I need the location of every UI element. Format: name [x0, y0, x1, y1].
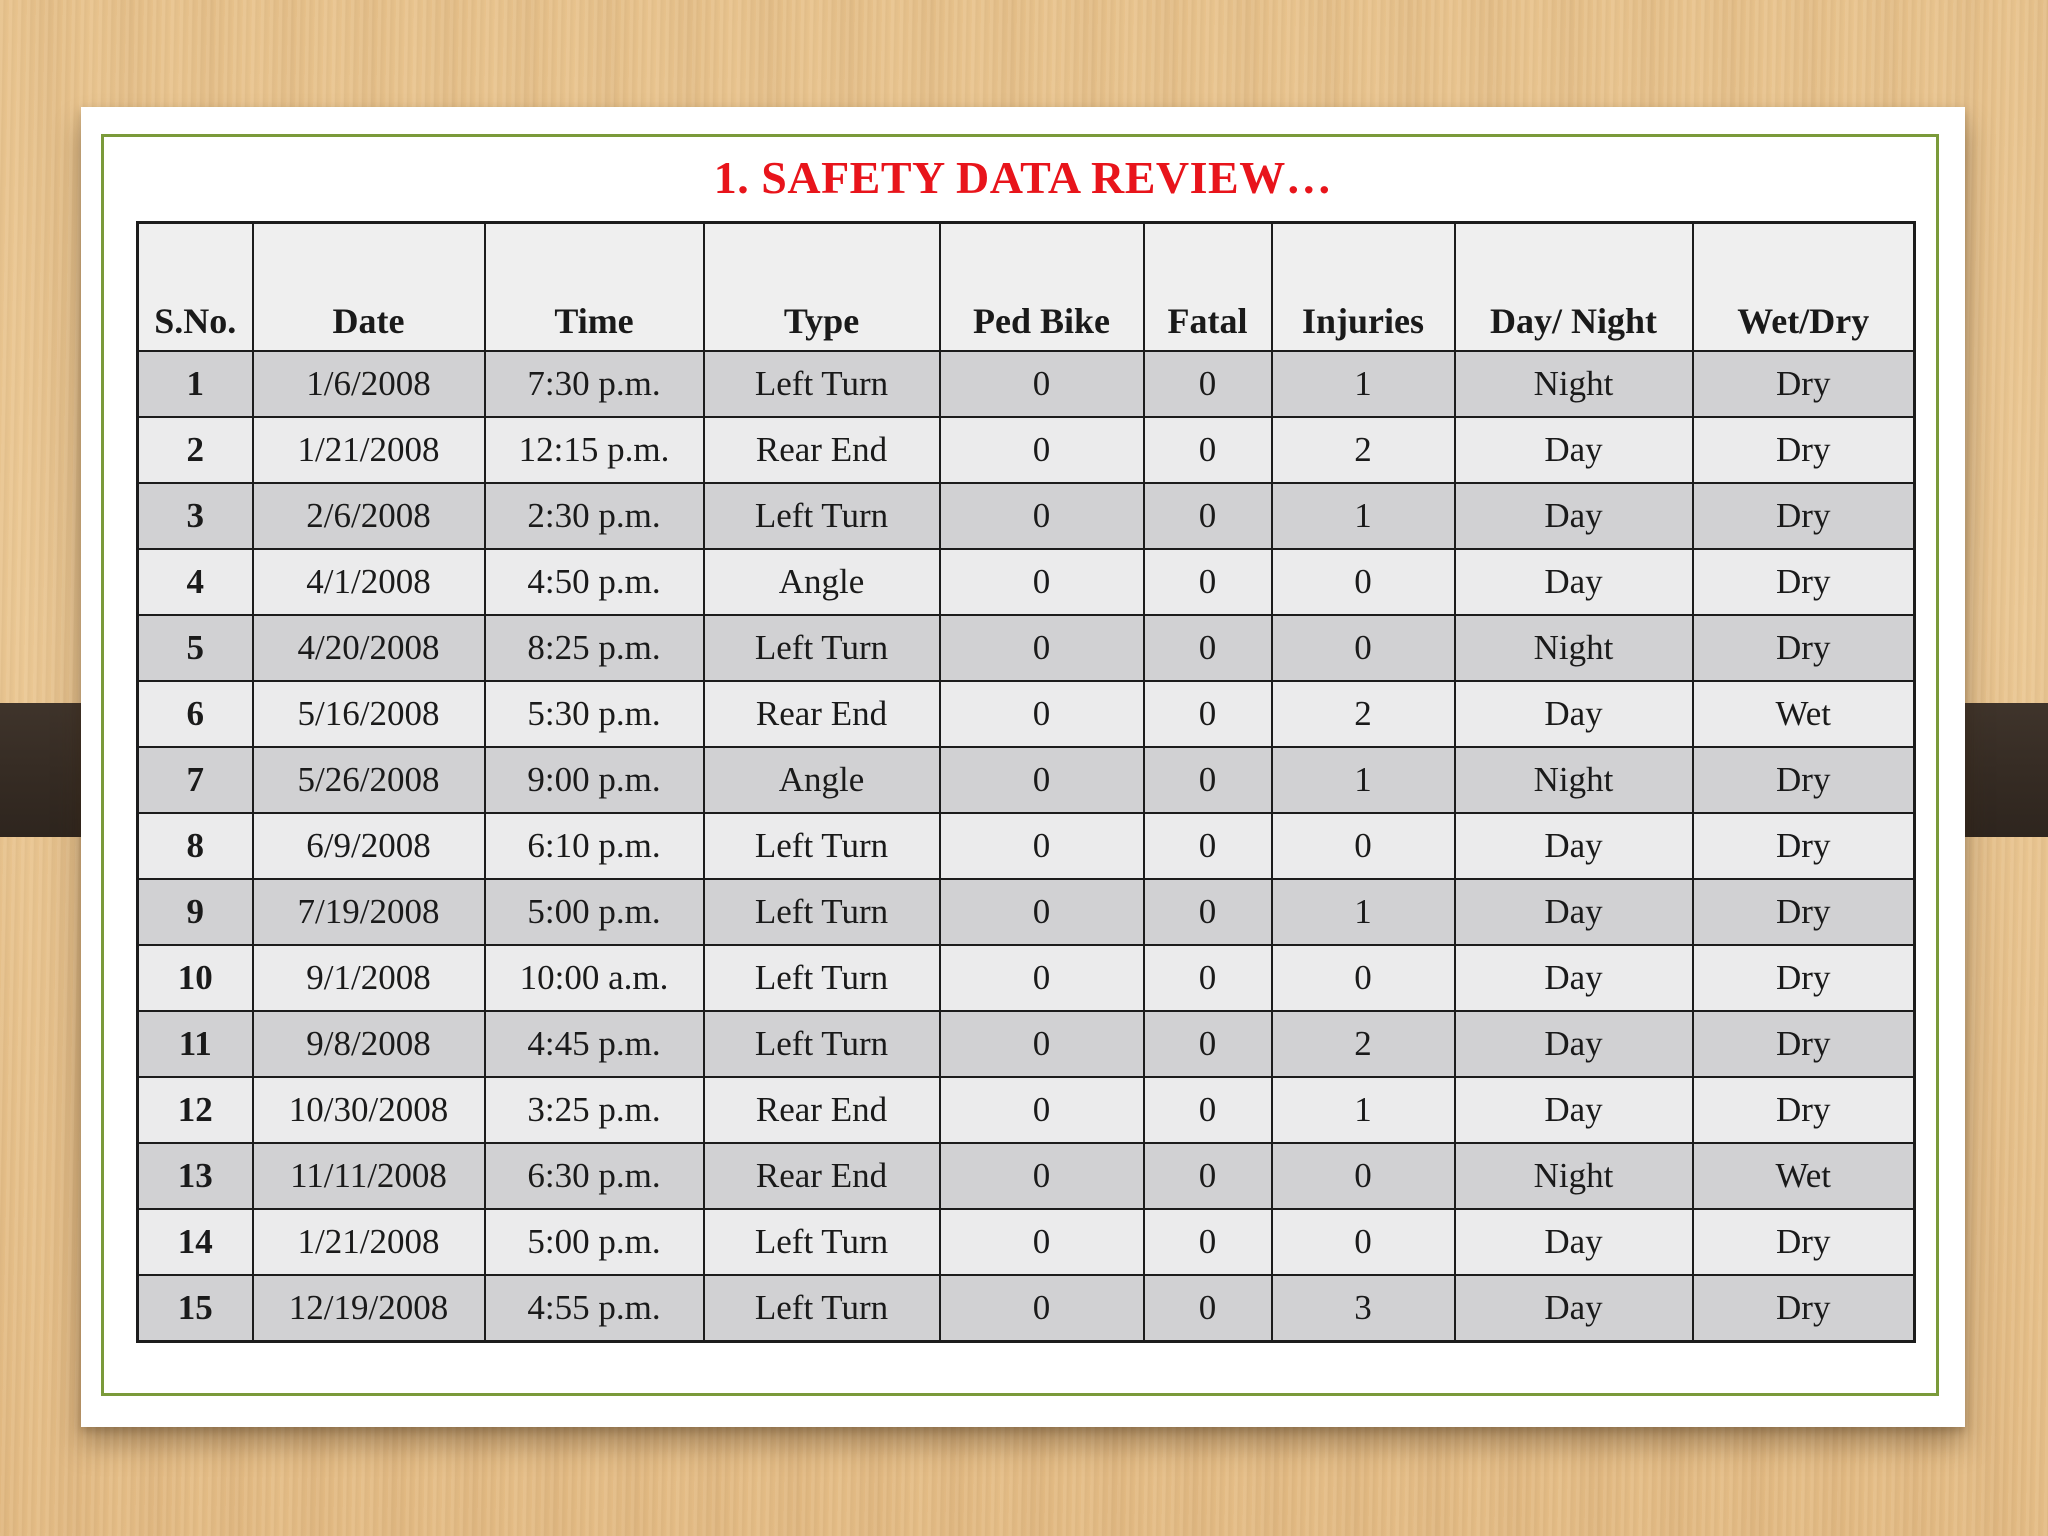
- cell-fatal: 0: [1144, 879, 1272, 945]
- cell-ped-bike: 0: [940, 1011, 1144, 1077]
- cell-time: 7:30 p.m.: [485, 351, 704, 417]
- cell-time: 10:00 a.m.: [485, 945, 704, 1011]
- cell-date: 9/8/2008: [253, 1011, 485, 1077]
- table-body: [138, 351, 1915, 1342]
- cell-sno: 15: [138, 1275, 253, 1342]
- cell-ped-bike: 0: [940, 483, 1144, 549]
- cell-injuries: 1: [1272, 879, 1455, 945]
- table-row: [138, 615, 1915, 681]
- cell-injuries: 0: [1272, 813, 1455, 879]
- cell-type: Left Turn: [704, 1011, 940, 1077]
- cell-sno: 10: [138, 945, 253, 1011]
- cell-date: 6/9/2008: [253, 813, 485, 879]
- cell-day-night: Day: [1455, 1011, 1693, 1077]
- cell-day-night: Day: [1455, 681, 1693, 747]
- cell-time: 6:10 p.m.: [485, 813, 704, 879]
- cell-fatal: 0: [1144, 1011, 1272, 1077]
- table-row: [138, 1143, 1915, 1209]
- cell-wet-dry: Dry: [1693, 813, 1915, 879]
- cell-type: Left Turn: [704, 1209, 940, 1275]
- cell-wet-dry: Dry: [1693, 351, 1915, 417]
- cell-injuries: 1: [1272, 1077, 1455, 1143]
- cell-sno: 9: [138, 879, 253, 945]
- cell-ped-bike: 0: [940, 549, 1144, 615]
- cell-injuries: 0: [1272, 945, 1455, 1011]
- cell-sno: 6: [138, 681, 253, 747]
- cell-sno: 13: [138, 1143, 253, 1209]
- cell-type: Rear End: [704, 681, 940, 747]
- cell-ped-bike: 0: [940, 813, 1144, 879]
- cell-type: Left Turn: [704, 1275, 940, 1342]
- cell-wet-dry: Dry: [1693, 747, 1915, 813]
- cell-date: 1/6/2008: [253, 351, 485, 417]
- header-time: Time: [485, 223, 704, 352]
- table-row: [138, 945, 1915, 1011]
- cell-time: 2:30 p.m.: [485, 483, 704, 549]
- cell-date: 5/16/2008: [253, 681, 485, 747]
- cell-type: Left Turn: [704, 615, 940, 681]
- cell-fatal: 0: [1144, 615, 1272, 681]
- cell-type: Angle: [704, 747, 940, 813]
- cell-day-night: Day: [1455, 549, 1693, 615]
- cell-injuries: 2: [1272, 1011, 1455, 1077]
- cell-wet-dry: Dry: [1693, 1209, 1915, 1275]
- header-day-night: Day/ Night: [1455, 223, 1693, 352]
- table-row: [138, 549, 1915, 615]
- table-row: [138, 1275, 1915, 1342]
- cell-type: Left Turn: [704, 813, 940, 879]
- cell-fatal: 0: [1144, 417, 1272, 483]
- cell-type: Angle: [704, 549, 940, 615]
- cell-day-night: Day: [1455, 483, 1693, 549]
- cell-sno: 7: [138, 747, 253, 813]
- cell-wet-dry: Dry: [1693, 483, 1915, 549]
- cell-sno: 12: [138, 1077, 253, 1143]
- header-row: [138, 223, 1915, 352]
- cell-injuries: 0: [1272, 1209, 1455, 1275]
- cell-time: 5:30 p.m.: [485, 681, 704, 747]
- cell-injuries: 0: [1272, 1143, 1455, 1209]
- cell-day-night: Day: [1455, 417, 1693, 483]
- cell-time: 8:25 p.m.: [485, 615, 704, 681]
- table-row: [138, 417, 1915, 483]
- cell-fatal: 0: [1144, 747, 1272, 813]
- cell-ped-bike: 0: [940, 615, 1144, 681]
- cell-day-night: Day: [1455, 1077, 1693, 1143]
- cell-date: 4/1/2008: [253, 549, 485, 615]
- cell-date: 1/21/2008: [253, 1209, 485, 1275]
- cell-wet-dry: Dry: [1693, 879, 1915, 945]
- cell-day-night: Day: [1455, 813, 1693, 879]
- cell-ped-bike: 0: [940, 351, 1144, 417]
- cell-injuries: 1: [1272, 747, 1455, 813]
- table-row: [138, 747, 1915, 813]
- cell-time: 4:55 p.m.: [485, 1275, 704, 1342]
- cell-sno: 11: [138, 1011, 253, 1077]
- cell-injuries: 2: [1272, 681, 1455, 747]
- cell-fatal: 0: [1144, 945, 1272, 1011]
- table-row: [138, 1077, 1915, 1143]
- cell-ped-bike: 0: [940, 945, 1144, 1011]
- cell-ped-bike: 0: [940, 1143, 1144, 1209]
- cell-fatal: 0: [1144, 1143, 1272, 1209]
- cell-date: 10/30/2008: [253, 1077, 485, 1143]
- cell-type: Left Turn: [704, 483, 940, 549]
- cell-time: 5:00 p.m.: [485, 1209, 704, 1275]
- cell-date: 1/21/2008: [253, 417, 485, 483]
- cell-ped-bike: 0: [940, 417, 1144, 483]
- cell-injuries: 1: [1272, 351, 1455, 417]
- cell-injuries: 0: [1272, 615, 1455, 681]
- slide: [81, 107, 1965, 1427]
- cell-fatal: 0: [1144, 549, 1272, 615]
- cell-date: 5/26/2008: [253, 747, 485, 813]
- header-fatal: Fatal: [1144, 223, 1272, 352]
- cell-wet-dry: Wet: [1693, 1143, 1915, 1209]
- slide-title: 1. SAFETY DATA REVIEW…: [713, 152, 1333, 203]
- cell-ped-bike: 0: [940, 681, 1144, 747]
- table-row: [138, 1209, 1915, 1275]
- table-row: [138, 681, 1915, 747]
- cell-fatal: 0: [1144, 813, 1272, 879]
- cell-ped-bike: 0: [940, 747, 1144, 813]
- cell-wet-dry: Dry: [1693, 417, 1915, 483]
- cell-ped-bike: 0: [940, 1275, 1144, 1342]
- cell-fatal: 0: [1144, 1077, 1272, 1143]
- cell-type: Left Turn: [704, 945, 940, 1011]
- cell-sno: 3: [138, 483, 253, 549]
- cell-date: 7/19/2008: [253, 879, 485, 945]
- cell-wet-dry: Dry: [1693, 1011, 1915, 1077]
- cell-fatal: 0: [1144, 1209, 1272, 1275]
- cell-sno: 14: [138, 1209, 253, 1275]
- cell-ped-bike: 0: [940, 1077, 1144, 1143]
- cell-fatal: 0: [1144, 681, 1272, 747]
- header-type: Type: [704, 223, 940, 352]
- cell-wet-dry: Dry: [1693, 615, 1915, 681]
- table-row: [138, 351, 1915, 417]
- cell-sno: 5: [138, 615, 253, 681]
- cell-time: 12:15 p.m.: [485, 417, 704, 483]
- cell-day-night: Day: [1455, 945, 1693, 1011]
- table-row: [138, 483, 1915, 549]
- cell-wet-dry: Dry: [1693, 1077, 1915, 1143]
- header-wet-dry: Wet/Dry: [1693, 223, 1915, 352]
- cell-injuries: 0: [1272, 549, 1455, 615]
- cell-wet-dry: Dry: [1693, 549, 1915, 615]
- table-row: [138, 879, 1915, 945]
- cell-wet-dry: Dry: [1693, 945, 1915, 1011]
- header-injuries: Injuries: [1272, 223, 1455, 352]
- cell-time: 4:45 p.m.: [485, 1011, 704, 1077]
- cell-time: 4:50 p.m.: [485, 549, 704, 615]
- safety-data-table: [136, 221, 1916, 1343]
- cell-sno: 4: [138, 549, 253, 615]
- cell-day-night: Night: [1455, 615, 1693, 681]
- cell-day-night: Day: [1455, 879, 1693, 945]
- cell-type: Left Turn: [704, 879, 940, 945]
- cell-ped-bike: 0: [940, 879, 1144, 945]
- header-sno: S.No.: [138, 223, 253, 352]
- cell-fatal: 0: [1144, 351, 1272, 417]
- cell-day-night: Night: [1455, 351, 1693, 417]
- cell-day-night: Night: [1455, 1143, 1693, 1209]
- cell-sno: 1: [138, 351, 253, 417]
- header-ped-bike: Ped Bike: [940, 223, 1144, 352]
- cell-time: 6:30 p.m.: [485, 1143, 704, 1209]
- cell-time: 9:00 p.m.: [485, 747, 704, 813]
- cell-type: Rear End: [704, 1143, 940, 1209]
- cell-type: Rear End: [704, 417, 940, 483]
- cell-ped-bike: 0: [940, 1209, 1144, 1275]
- cell-date: 2/6/2008: [253, 483, 485, 549]
- cell-fatal: 0: [1144, 483, 1272, 549]
- header-date: Date: [253, 223, 485, 352]
- cell-injuries: 2: [1272, 417, 1455, 483]
- cell-wet-dry: Wet: [1693, 681, 1915, 747]
- cell-injuries: 3: [1272, 1275, 1455, 1342]
- cell-injuries: 1: [1272, 483, 1455, 549]
- cell-sno: 8: [138, 813, 253, 879]
- table-row: [138, 813, 1915, 879]
- cell-wet-dry: Dry: [1693, 1275, 1915, 1342]
- cell-date: 4/20/2008: [253, 615, 485, 681]
- cell-day-night: Night: [1455, 747, 1693, 813]
- cell-day-night: Day: [1455, 1275, 1693, 1342]
- cell-date: 12/19/2008: [253, 1275, 485, 1342]
- cell-time: 5:00 p.m.: [485, 879, 704, 945]
- table-row: [138, 1011, 1915, 1077]
- cell-date: 9/1/2008: [253, 945, 485, 1011]
- cell-time: 3:25 p.m.: [485, 1077, 704, 1143]
- cell-date: 11/11/2008: [253, 1143, 485, 1209]
- cell-sno: 2: [138, 417, 253, 483]
- cell-fatal: 0: [1144, 1275, 1272, 1342]
- cell-type: Left Turn: [704, 351, 940, 417]
- cell-type: Rear End: [704, 1077, 940, 1143]
- cell-day-night: Day: [1455, 1209, 1693, 1275]
